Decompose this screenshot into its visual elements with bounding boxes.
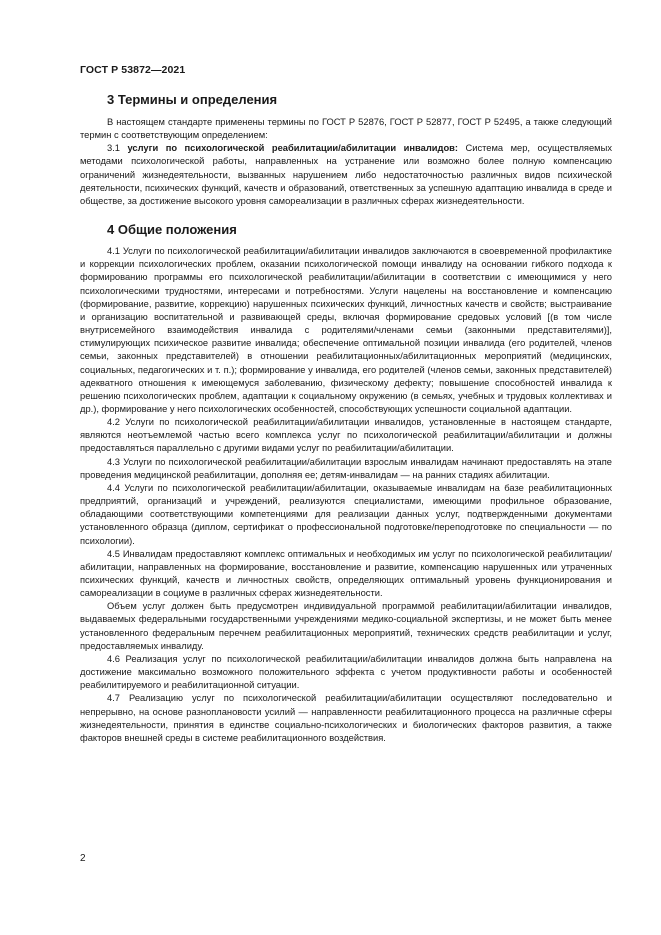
paragraph-4-5: 4.5 Инвалидам предоставляют комплекс оптимальных и необходимых им услуг по психологической реабилитации/абилитации, направленных на формирование, восстановление и развитие, компенсацию нарушенных или утраченных психических функций, качеств и личностных свойств, определяющих оптимальный уровень функционирования и самореализации в социуме в различных сферах жизнедеятельности.: [80, 548, 612, 599]
paragraph-4-6: 4.6 Реализация услуг по психологической реабилитации/абилитации инвалидов должна быть направлена на достижение максимально возможного положительного эффекта с учетом продуктивности работы и особенностей реабилитируемого и реабилитационной ситуации.: [80, 653, 612, 691]
paragraph-4-4: 4.4 Услуги по психологической реабилитации/абилитации, оказываемые инвалидам на базе реабилитационных предприятий, организаций и учреждений, реализуются специалистами, имеющими профильное образование, обладающими соответствующими компетенциями для реализации данных услуг, подтвержденными документами установленного образца (диплом, сертификат о профессиональной подготовке/переподготовке по специальности — по психологии).: [80, 482, 612, 546]
section-3-intro: В настоящем стандарте применены термины по ГОСТ Р 52876, ГОСТ Р 52877, ГОСТ Р 52495, а также следующий термин с соответствующим определением:: [80, 117, 612, 141]
section-4-heading: 4 Общие положения: [107, 222, 237, 238]
page-number: 2: [80, 853, 86, 864]
term-number: 3.1: [107, 143, 128, 154]
section-3-heading: 3 Термины и определения: [107, 92, 278, 107]
paragraph-4-1: 4.1 Услуги по психологической реабилитации/абилитации инвалидов заключаются в своевременной профилактике и коррекции психологических проблем, оказании психологической помощи инвалиду на основании гибкого подхода к формированию программы его психологической реабилитации/абилитации в соответствии с имеющимися у него психологическими трудностями, интересами и потребностями. Услуги нацелены на восстановление и компенсацию (формирование, развитие, коррекцию) нарушенных психических функций, личностных качеств и свойств; выстраивание и организацию воспитательной и развивающей среды, включая формирование средовых условий [(в том числе внутрисемейного взаимодействия инвалида с родителями/членами семьи (законными представителями)], стимулирующих психическое развитие инвалида; обеспечение оптимальной позиции инвалида (его родителей, членов семьи, законных представителей) в отношении реабилитационных/абилитационных мероприятий (медицинских, социальных, педагогических и т. п.); формирование у инвалида, его родителей (членов семьи, законных представителей) адекватного отношения к имеющемуся заболеванию, физическому дефекту; повышение способностей инвалида к решению психологических проблем, адаптации к социальному окружению (в семьях, учебных и трудовых коллективах и др.), формирование у него психологических особенностей, способствующих успешности социальной адаптации.: [80, 246, 612, 414]
term-definition: Система мер, осуществляемых методами психологической работы, направленных на устранение или возможно более полную компенсацию ограничений жизнедеятельности, вызванных нарушением либо недостаточностью различных видов психической деятельности, психических функций, качеств и образований, ответственных за успешную адаптацию инвалида в среде и обществе, за достижение высокого уровня самореализации в различных сферах жизнедеятельности.: [80, 143, 612, 206]
paragraph-4-5-continued: Объем услуг должен быть предусмотрен индивидуальной программой реабилитации/абилитации инвалидов, выдаваемых федеральными государственными учреждениями медико-социальной экспертизы, и не может быть менее установленного федеральным перечнем реабилитационных мероприятий, технических средств реабилитации и услуг, предоставляемых инвалиду.: [80, 601, 612, 651]
term-name: услуги по психологической реабилитации/абилитации инвалидов:: [127, 143, 459, 154]
term-3-1: [80, 142, 612, 208]
document-code: ГОСТ Р 53872—2021: [80, 64, 186, 76]
paragraph-4-7: 4.7 Реализацию услуг по психологической реабилитации/абилитации осуществляют последовательно и непрерывно, на основе разноплановости усилий — направленности реабилитационного процесса на различные сферы жизнедеятельности, принятия в единстве социально-психологических и биологических факторов развития, а также факторов внешней среды в системе реабилитационного воздействия.: [80, 693, 612, 743]
paragraph-4-3: 4.3 Услуги по психологической реабилитации/абилитации взрослым инвалидам начинают предоставлять на этапе проведения медицинской реабилитации, дополняя ее; детям-инвалидам — на ранних стадиях абилитации.: [80, 456, 612, 480]
paragraph-4-2: 4.2 Услуги по психологической реабилитации/абилитации инвалидов, установленные в настоящем стандарте, являются неотъемлемой частью всего комплекса услуг по психологической реабилитации/абилитации и должны предоставляться параллельно с другими видами услуг по реабилитации/абилитации.: [80, 417, 612, 454]
page-content: [80, 91, 612, 745]
